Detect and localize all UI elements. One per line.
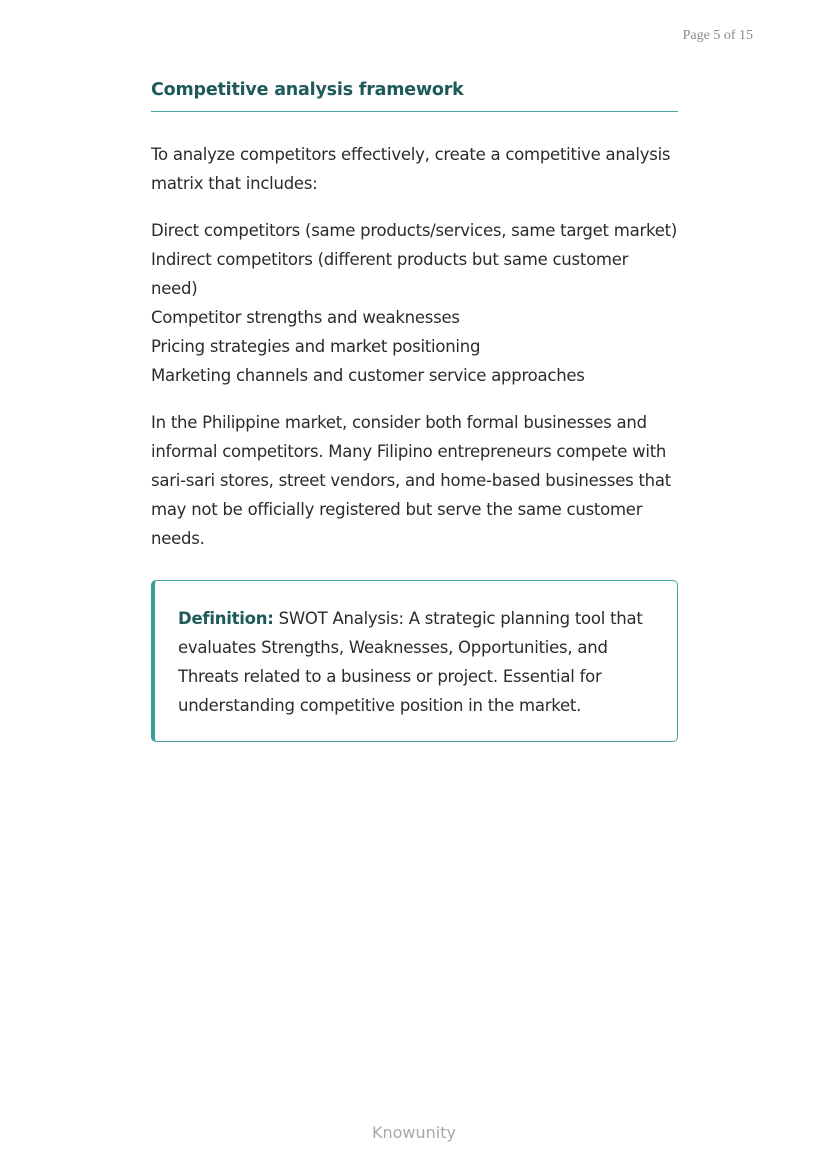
- list-item: Direct competitors (same products/services, same target market): [151, 221, 678, 240]
- definition-body: SWOT Analysis: A strategic planning tool that evaluates Strengths, Weaknesses, Opportunities, and Threats related to a business or project. Essential for understanding competitive position in the market.: [178, 609, 643, 715]
- definition-text: [178, 604, 653, 720]
- section-heading: Competitive analysis framework: [151, 78, 678, 112]
- footer-brand: Knowunity: [372, 1123, 456, 1142]
- list-item: Pricing strategies and market positioning: [151, 337, 481, 356]
- list-item: Indirect competitors (different products but same customer need): [151, 250, 629, 298]
- page-number: Page 5 of 15: [682, 28, 753, 43]
- definition-callout: [151, 580, 678, 742]
- document-content: [151, 78, 678, 742]
- competitor-criteria-list: [151, 216, 678, 390]
- list-item: Competitor strengths and weaknesses: [151, 308, 460, 327]
- definition-label: Definition:: [178, 609, 274, 628]
- intro-paragraph: To analyze competitors effectively, create a competitive analysis matrix that includes:: [151, 145, 671, 193]
- philippine-market-paragraph: In the Philippine market, consider both formal businesses and informal competitors. Many Filipino entrepreneurs compete with sari-sari stores, street vendors, and home-based businesses that may not be officially registered but serve the same customer needs.: [151, 413, 671, 548]
- list-item: Marketing channels and customer service approaches: [151, 366, 585, 385]
